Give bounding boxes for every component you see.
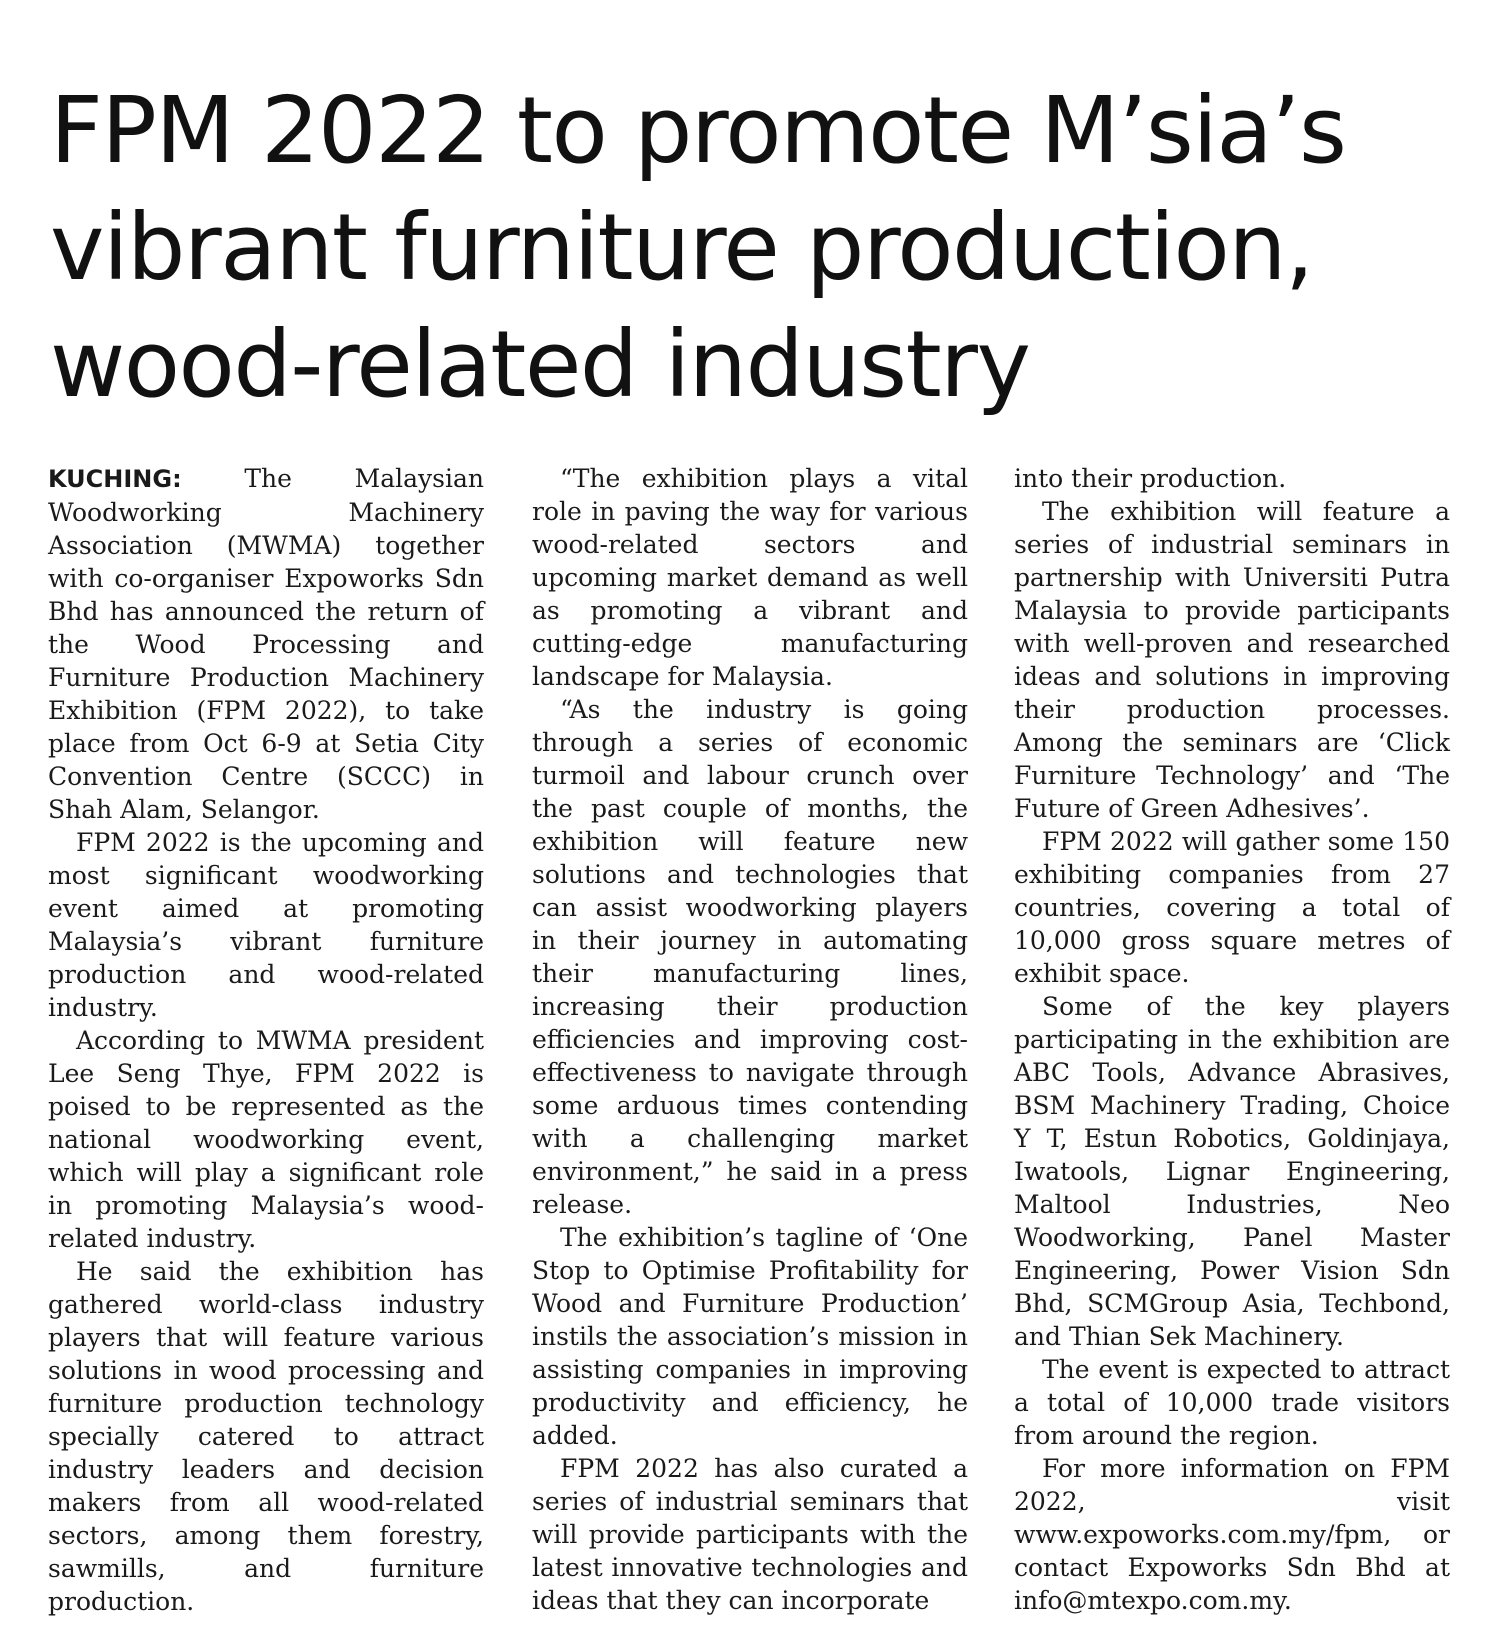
headline-line: FPM 2022 to promote M’sia’s — [50, 77, 1346, 184]
article-body — [0, 462, 1500, 1616]
article-paragraph: into their production. — [1014, 464, 1287, 493]
article-paragraph: FPM 2022 will gather some 150 exhibiting companies from 27 countries, covering a total of 10,000 gross square metres of exhibit space. — [1014, 827, 1450, 988]
article-paragraph: FPM 2022 is the upcoming and most significant woodworking event aimed at promoting Malaysia’s vibrant furniture production and wood-related industry. — [48, 828, 484, 1022]
article-paragraph — [48, 462, 484, 826]
article-paragraph: The exhibition will feature a series of industrial seminars in partnership with Universiti Putra Malaysia to provide participants with well-proven and researched ideas and solutions in improving their production processes. Among the seminars are ‘Click Furniture Technology’ and ‘The Future of Green Adhesives’. — [1014, 497, 1450, 823]
article-paragraph: He said the exhibition has gathered world-class industry players that will feature various solutions in wood processing and furniture production technology specially catered to attract industry leaders and decision makers from all wood-related sectors, among them forestry, sawmills, and furniture production. — [48, 1257, 484, 1616]
paragraph-text: The Malaysian Woodworking Machinery Association (MWMA) together with co-organiser Expoworks Sdn Bhd has announced the return of the Wood Processing and Furniture Production Machinery Exhibition (FPM 2022), to take place from Oct 6-9 at Setia City Convention Centre (SCCC) in Shah Alam, Selangor. — [48, 464, 484, 824]
headline-line: vibrant furniture production, — [50, 194, 1313, 301]
dateline: KUCHING: — [48, 465, 182, 493]
article-column-2 — [532, 462, 968, 1617]
article-paragraph: The event is expected to attract a total of 10,000 trade visitors from around the region. — [1014, 1355, 1450, 1450]
article-paragraph: “As the industry is going through a series of economic turmoil and labour crunch over the past couple of months, the exhibition will feature new solutions and technologies that can assist woodworking players in their journey in automating their manufacturing lines, increasing their production efficiencies and improving cost-effectiveness to navigate through some arduous times contending with a challenging market environment,” he said in a press release. — [532, 695, 968, 1219]
article-headline — [50, 72, 1470, 423]
article-column-3 — [1014, 462, 1450, 1617]
article-paragraph: FPM 2022 has also curated a series of industrial seminars that will provide participants with the latest innovative technologies and ideas that they can incorporate — [532, 1454, 968, 1615]
article-column-1 — [48, 462, 484, 1618]
article-paragraph: The exhibition’s tagline of ‘One Stop to Optimise Profitability for Wood and Furniture Production’ instils the association’s mission in assisting companies in improving productivity and efficiency, he added. — [532, 1223, 968, 1450]
headline-line: wood-related industry — [50, 311, 1030, 418]
article-paragraph: “The exhibition plays a vital role in paving the way for various wood-related sectors and upcoming market demand as well as promoting a vibrant and cutting-edge manufacturing landscape for Malaysia. — [532, 464, 968, 691]
article-paragraph: Some of the key players participating in the exhibition are ABC Tools, Advance Abrasives, BSM Machinery Trading, Choice Y T, Estun Robotics, Goldinjaya, Iwatools, Lignar Engineering, Maltool Industries, Neo Woodworking, Panel Master Engineering, Power Vision Sdn Bhd, SCMGroup Asia, Techbond, and Thian Sek Machinery. — [1014, 992, 1450, 1351]
article-paragraph: For more information on FPM 2022, visit www.expoworks.com.my/fpm, or contact Expoworks Sdn Bhd at info@mtexpo.com.my. — [1014, 1454, 1450, 1615]
article-paragraph: According to MWMA president Lee Seng Thye, FPM 2022 is poised to be represented as the national woodworking event, which will play a significant role in promoting Malaysia’s wood-related industry. — [48, 1026, 484, 1253]
